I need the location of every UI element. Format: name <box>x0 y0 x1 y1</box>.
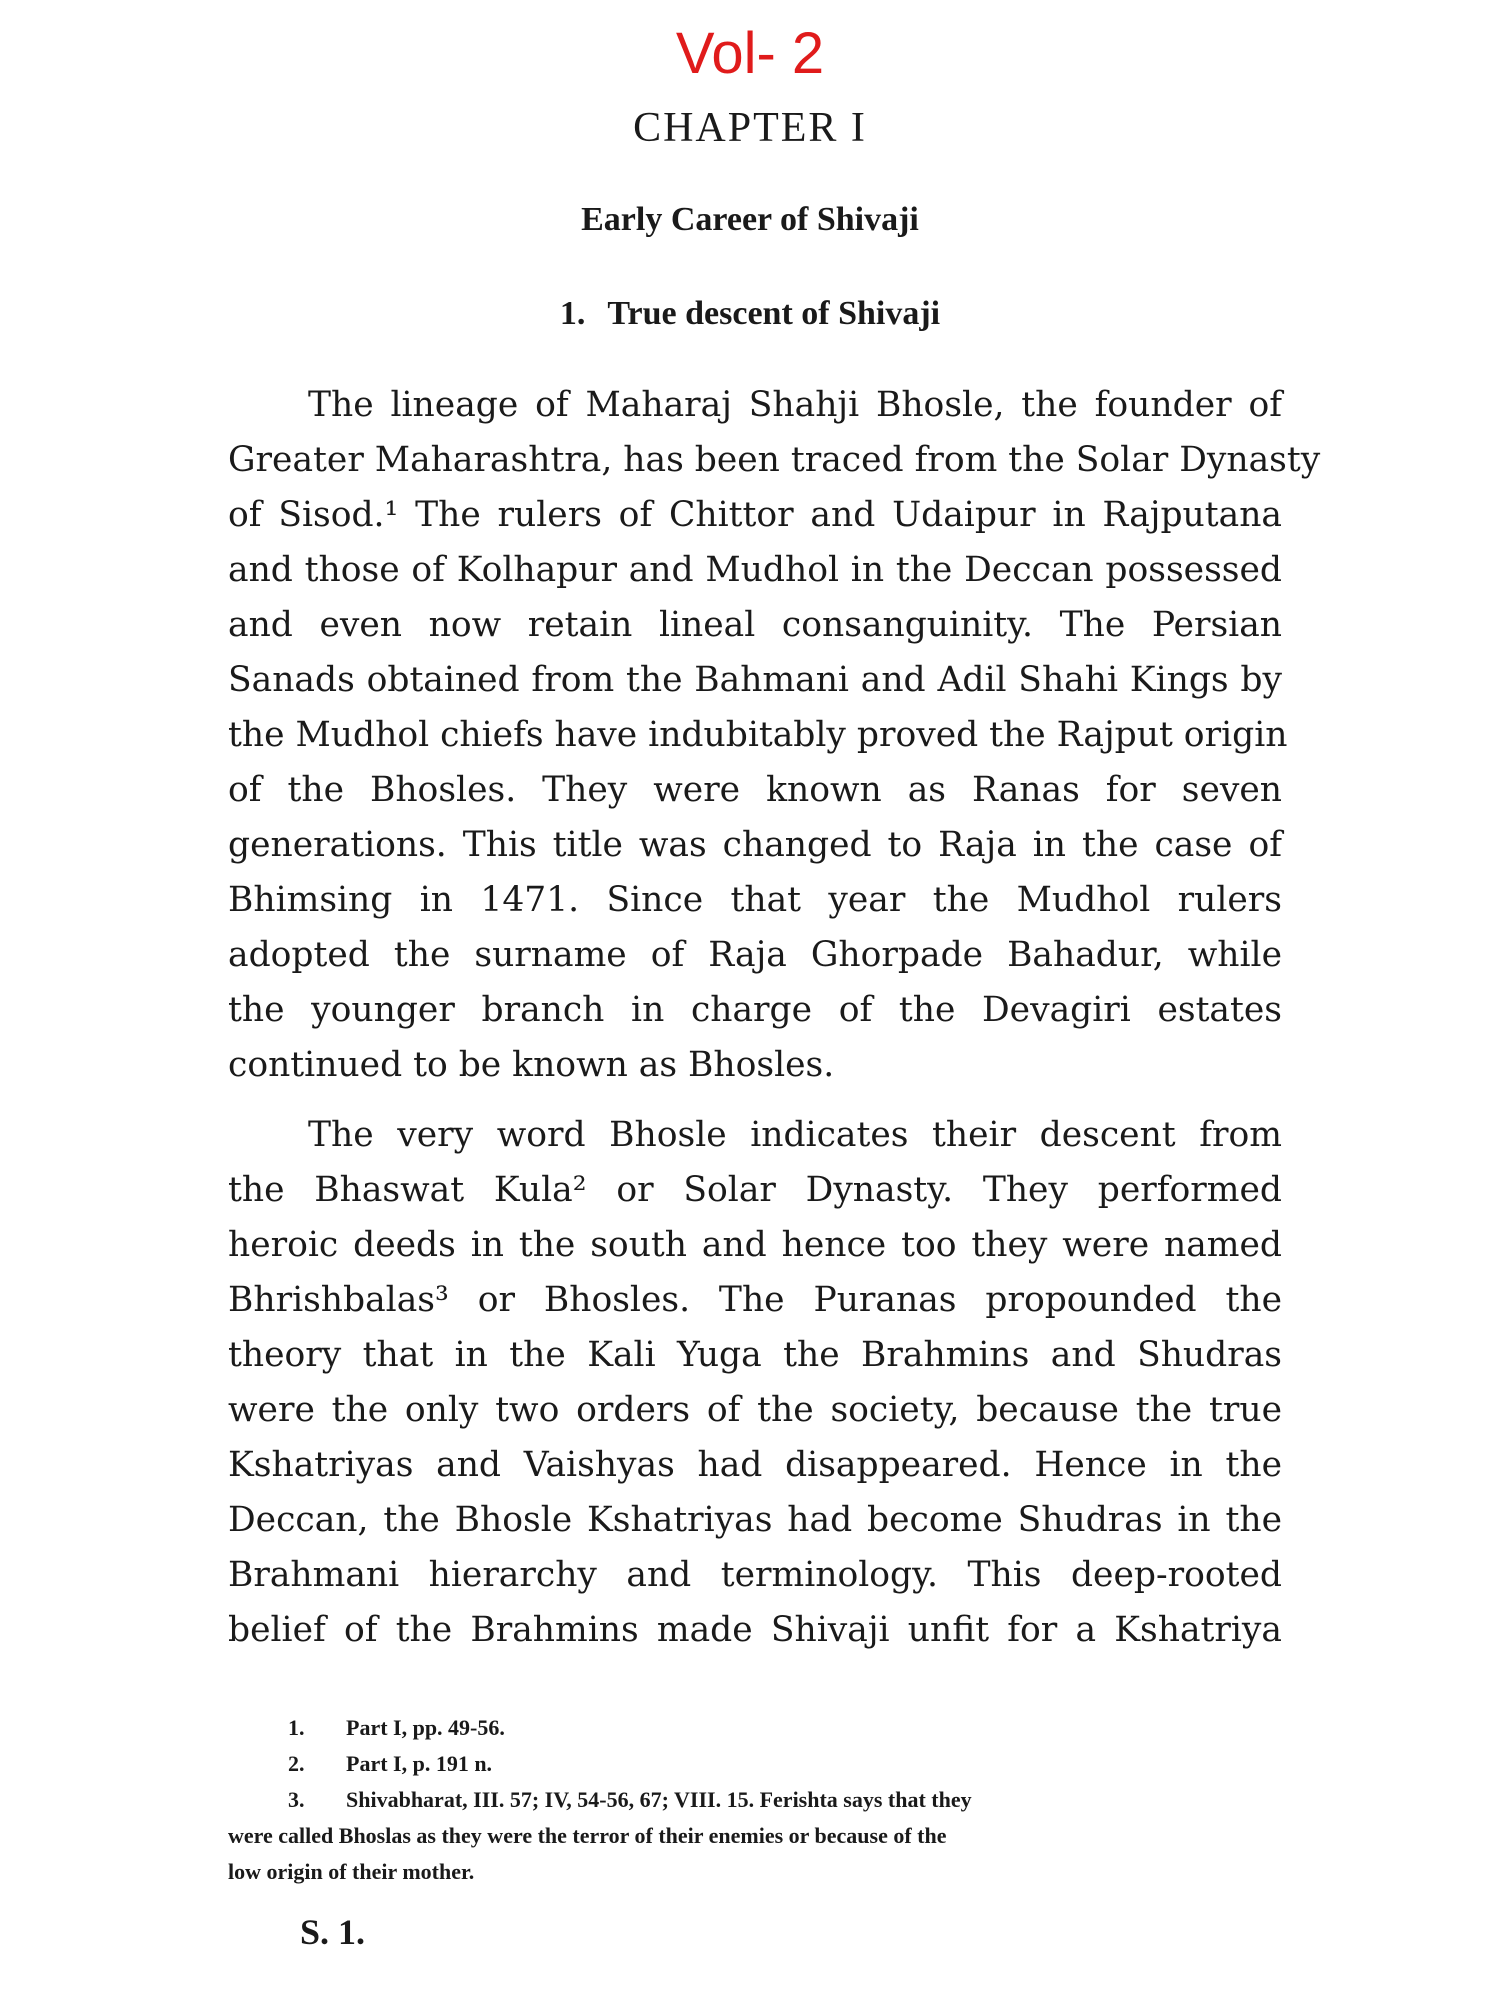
paragraph-line: generations. This title was changed to Raja in the case of <box>228 825 1282 865</box>
paragraph-1 <box>228 378 1321 1093</box>
paragraph-line: adopted the surname of Raja Ghorpade Bahadur, while <box>228 935 1282 975</box>
paragraph-line: Bhrishbalas³ or Bhosles. The Puranas propounded the <box>228 1280 1282 1320</box>
footnote-text: Part I, p. 191 n. <box>346 1751 493 1776</box>
paragraph-line: heroic deeds in the south and hence too they were named <box>228 1225 1282 1265</box>
paragraph-line: of the Bhosles. They were known as Ranas for seven <box>228 770 1282 810</box>
paragraph-2 <box>228 1108 1282 1658</box>
chapter-title: CHAPTER I <box>633 105 867 151</box>
paragraph-line: Bhimsing in 1471. Since that year the Mudhol rulers <box>228 880 1282 920</box>
footnote <box>228 1746 1282 1782</box>
paragraph-line: The very word Bhosle indicates their descent from <box>308 1115 1282 1155</box>
paragraph-line: of Sisod.¹ The rulers of Chittor and Udaipur in Rajputana <box>228 495 1282 535</box>
paragraph-line: the Mudhol chiefs have indubitably proved the Rajput origin <box>228 715 1288 755</box>
paragraph-line: Sanads obtained from the Bahmani and Adil Shahi Kings by <box>228 660 1282 700</box>
volume-label: Vol- 2 <box>675 21 825 86</box>
paragraph-line: and even now retain lineal consanguinity. The Persian <box>228 605 1282 645</box>
footnote-number: 2. <box>288 1751 305 1776</box>
paragraph-line: The lineage of Maharaj Shahji Bhosle, the founder of <box>308 385 1282 425</box>
paragraph-line: and those of Kolhapur and Mudhol in the Deccan possessed <box>228 550 1282 590</box>
paragraph-line: Brahmani hierarchy and terminology. This deep-rooted <box>228 1555 1282 1595</box>
paragraph-line: were the only two orders of the society, because the true <box>228 1390 1282 1430</box>
footnote-number: 3. <box>288 1787 305 1812</box>
footnote-text: Shivabharat, III. 57; IV, 54-56, 67; VIII. 15. Ferishta says that they <box>346 1787 972 1812</box>
signature-mark: S. 1. <box>300 1912 366 1952</box>
paragraph-line: Greater Maharashtra, has been traced from the Solar Dynasty <box>228 440 1321 480</box>
section-heading <box>0 290 1500 338</box>
footnote <box>228 1782 1282 1818</box>
paragraph-line: Deccan, the Bhosle Kshatriyas had become Shudras in the <box>228 1500 1282 1540</box>
footnote-number: 1. <box>288 1715 305 1740</box>
paragraph-line: theory that in the Kali Yuga the Brahmins and Shudras <box>228 1335 1282 1375</box>
footnote-continuation: were called Bhoslas as they were the terror of their enemies or because of the <box>228 1823 947 1848</box>
paragraph-line: the Bhaswat Kula² or Solar Dynasty. They performed <box>228 1170 1282 1210</box>
chapter-subtitle: Early Career of Shivaji <box>581 201 919 238</box>
paragraph-line: the younger branch in charge of the Devagiri estates <box>228 990 1282 1030</box>
footnote <box>228 1710 1282 1746</box>
footnote-continuation: low origin of their mother. <box>228 1859 475 1884</box>
paragraph-line: Kshatriyas and Vaishyas had disappeared. Hence in the <box>228 1445 1282 1485</box>
section-number: 1. <box>559 295 586 332</box>
paragraph-line: continued to be known as Bhosles. <box>228 1045 835 1085</box>
paragraph-line: belief of the Brahmins made Shivaji unfit for a Kshatriya <box>228 1610 1282 1650</box>
footnotes <box>228 1710 1282 1890</box>
footnote-text: Part I, pp. 49-56. <box>346 1715 505 1740</box>
section-title: True descent of Shivaji <box>607 295 941 332</box>
